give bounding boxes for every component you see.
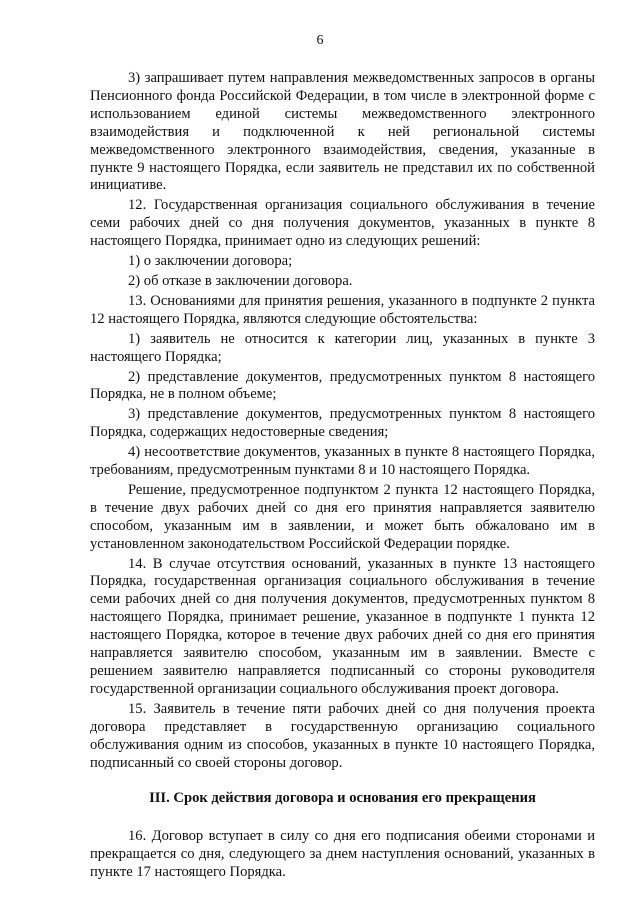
paragraph-13-decision: Решение, предусмотренное подпунктом 2 пункта 12 настоящего Порядка, в течение двух рабочих дней со дня его принятия направляется заявителю способом, указанным им в заявлении, и может быть обжаловано им в установленном законодательством Российской Федерации порядке.: [90, 481, 595, 552]
paragraph-11-item-3: 3) запрашивает путем направления межведомственных запросов в органы Пенсионного фонда Российской Федерации, в том числе в электронной форме с использованием единой системы межведомственного электронного взаимодействия и подключенной к ней региональной системы межведомственного электронного взаимодействия, сведения, указанные в пункте 9 настоящего Порядка, если заявитель не представил их по собственной инициативе.: [90, 70, 595, 194]
paragraph-13-item-3: 3) представление документов, предусмотренных пунктом 8 настоящего Порядка, содержащих недостоверные сведения;: [90, 406, 595, 441]
section-heading: III. Срок действия договора и основания его прекращения: [149, 790, 536, 807]
paragraph-12-item-2: 2) об отказе в заключении договора.: [128, 272, 353, 289]
paragraph-15: 15. Заявитель в течение пяти рабочих дней со дня получения проекта договора представляет в государственную организацию социального обслуживания одним из способов, указанных в пункте 10 настоящего Порядка, подписанный со своей стороны договор.: [90, 700, 595, 771]
paragraph-13-item-2: 2) представление документов, предусмотренных пунктом 8 настоящего Порядка, не в полном объеме;: [90, 368, 595, 403]
paragraph-13-item-4: 4) несоответствие документов, указанных в пункте 8 настоящего Порядка, требованиям, предусмотренным пунктами 8 и 10 настоящего Порядка.: [90, 444, 595, 479]
paragraph-16: 16. Договор вступает в силу со дня его подписания обеими сторонами и прекращается со дня, следующего за днем наступления оснований, указанных в пункте 17 настоящего Порядка.: [90, 828, 595, 881]
paragraph-12-item-1: 1) о заключении договора;: [128, 253, 293, 270]
paragraph-12: 12. Государственная организация социального обслуживания в течение семи рабочих дней со дня получения документов, указанных в пункте 8 настоящего Порядка, принимает одно из следующих решений:: [90, 197, 595, 250]
paragraph-13-item-1: 1) заявитель не относится к категории лиц, указанных в пункте 3 настоящего Порядка;: [90, 330, 595, 365]
paragraph-14: 14. В случае отсутствия оснований, указанных в пункте 13 настоящего Порядка, государственная организация социального обслуживания в течение семи рабочих дней со дня получения документов, предусмотренных пунктом 8 настоящего Порядка, принимает решение, указанное в подпункте 1 пункта 12 настоящего Порядка, которое в течение двух рабочих дней со дня его принятия направляется заявителю способом, указанным им в заявлении. Вместе с решением заявителю направляется подписанный со стороны руководителя государственной организации социального обслуживания проект договора.: [90, 555, 595, 697]
document-body: [90, 70, 595, 882]
paragraph-13: 13. Основаниями для принятия решения, указанного в подпункте 2 пункта 12 настоящего Порядка, являются следующие обстоятельства:: [90, 292, 595, 327]
page-number: 6: [316, 33, 324, 48]
